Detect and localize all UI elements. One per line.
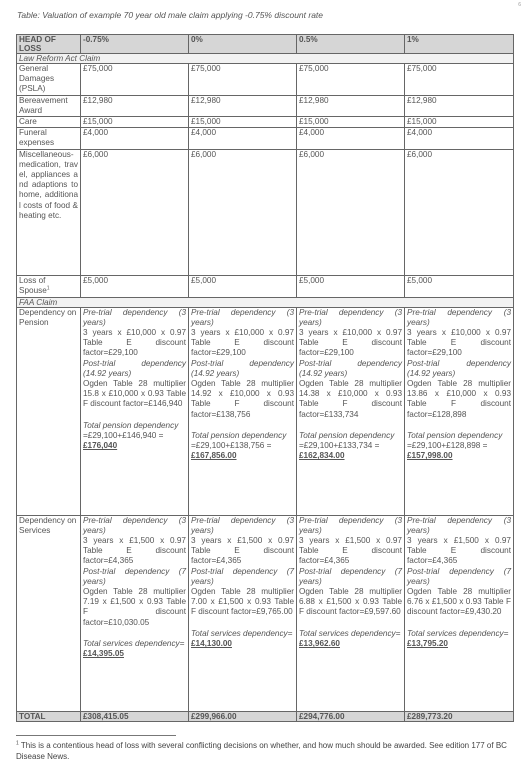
header-rate-0: 0%: [189, 35, 297, 54]
total-value: £157,998.00: [407, 451, 453, 461]
total-cell: £299,966.00: [189, 711, 297, 721]
footnote-number: 1: [16, 740, 19, 747]
cell-value: £75,000: [297, 64, 405, 96]
cell-value: £4,000: [297, 128, 405, 149]
cell-value: £4,000: [405, 128, 514, 149]
total-calc: =£29,100+£128,898 =: [407, 441, 488, 451]
pre-trial-heading: Pre-trial dependency (3 years): [83, 515, 186, 535]
cell-value: £12,980: [81, 95, 189, 116]
post-trial-calc: Ogden Table 28 multiplier 15.8 x £10,000 x 0.93 Table F discount factor=£146,940: [83, 379, 186, 409]
pension-cell: [297, 307, 405, 515]
total-cell: £294,776.00: [297, 711, 405, 721]
cell-value: £15,000: [189, 117, 297, 128]
pre-trial-calc: 3 years x £10,000 x 0.97 Table E discount factor=£29,100: [191, 328, 294, 358]
post-trial-heading: Post-trial dependency (7 years): [191, 566, 294, 586]
section-row: [17, 54, 514, 64]
pre-trial-heading: Pre-trial dependency (3 years): [83, 307, 186, 327]
pre-trial-calc: 3 years x £10,000 x 0.97 Table E discount factor=£29,100: [299, 328, 402, 358]
services-row: [17, 515, 514, 711]
post-trial-heading: Post-trial dependency (7 years): [299, 566, 402, 586]
spacer: [407, 420, 511, 431]
pre-trial-calc: 3 years x £10,000 x 0.97 Table E discount factor=£29,100: [83, 328, 186, 358]
row-label: General Damages (PSLA): [17, 64, 81, 96]
total-row: [17, 711, 514, 721]
row-label: Dependency on Services: [17, 515, 81, 711]
table-row: [17, 149, 514, 275]
pre-trial-calc: 3 years x £1,500 x 0.97 Table E discount factor=£4,365: [191, 536, 294, 566]
valuation-table: [16, 34, 514, 722]
footnote-separator: [16, 735, 176, 736]
post-trial-heading: Post-trial dependency (14.92 years): [83, 358, 186, 378]
cell-value: £15,000: [405, 117, 514, 128]
post-trial-heading: Post-trial dependency (14.92 years): [191, 358, 294, 378]
total-heading: Total services dependency=: [191, 628, 293, 638]
cell-value: £75,000: [81, 64, 189, 96]
spacer: [191, 618, 294, 629]
pre-trial-calc: 3 years x £1,500 x 0.97 Table E discount factor=£4,365: [407, 536, 511, 566]
total-value: £162,834.00: [299, 451, 345, 461]
post-trial-heading: Post-trial dependency (14.92 years): [299, 358, 402, 378]
cell-value: £12,980: [297, 95, 405, 116]
table-caption: Table: Valuation of example 70 year old male claim applying -0.75% discount rate: [17, 10, 324, 20]
pre-trial-heading: Pre-trial dependency (3 years): [407, 307, 511, 327]
cell-value: £75,000: [189, 64, 297, 96]
services-cell: [405, 515, 514, 711]
total-value: £13,962.60: [299, 638, 340, 648]
post-trial-calc: Ogden Table 28 multiplier 14.92 x £10,000 x 0.93 Table F discount factor=£138,756: [191, 379, 294, 419]
pre-trial-heading: Pre-trial dependency (3 years): [407, 515, 511, 535]
table-row: [17, 128, 514, 149]
section-faa: FAA Claim: [17, 297, 514, 307]
post-trial-calc: Ogden Table 28 multiplier 7.19 x £1,500 x 0.93 Table F discount factor=£10,030.05: [83, 587, 186, 627]
services-cell: [81, 515, 189, 711]
row-label: Funeral expenses: [17, 128, 81, 149]
cell-value: £5,000: [81, 275, 189, 297]
total-calc: =£29,100+£133,734 =: [299, 441, 380, 451]
total-calc: =£29,100+£138,756 =: [191, 441, 272, 451]
row-label: Care: [17, 117, 81, 128]
cell-value: £12,980: [405, 95, 514, 116]
cell-value: £5,000: [189, 275, 297, 297]
services-cell: [189, 515, 297, 711]
loss-of-spouse-label: Loss of Spouse: [19, 275, 47, 295]
post-trial-calc: Ogden Table 28 multiplier 6.88 x £1,500 x 0.93 Table F discount factor=£9,597.60: [299, 587, 402, 617]
total-heading: Total services dependency=: [299, 628, 401, 638]
footnote-marker: 1: [46, 285, 50, 292]
cell-value: £6,000: [297, 149, 405, 275]
footnote: [16, 740, 511, 762]
section-law-reform: Law Reform Act Claim: [17, 54, 514, 64]
table-row: [17, 95, 514, 116]
post-trial-heading: Post-trial dependency (14.92 years): [407, 358, 511, 378]
spacer: [299, 420, 402, 431]
cell-value: £5,000: [405, 275, 514, 297]
section-row: [17, 297, 514, 307]
row-label: Dependency on Pension: [17, 307, 81, 515]
spacer: [407, 618, 511, 629]
total-cell: £308,415.05: [81, 711, 189, 721]
total-calc: =£29,100+£146,940 =: [83, 430, 164, 440]
services-cell: [297, 515, 405, 711]
row-label: Miscellaneous-medication, travel, appliances and adaptions to home, additional costs of food & heating etc.: [17, 149, 81, 275]
header-rate-1: 1%: [405, 35, 514, 54]
cell-value: £15,000: [297, 117, 405, 128]
pre-trial-heading: Pre-trial dependency (3 years): [299, 515, 402, 535]
spacer: [299, 618, 402, 629]
post-trial-calc: Ogden Table 28 multiplier 13.86 x £10,000 x 0.93 Table F discount factor=£128,898: [407, 379, 511, 419]
pension-row: [17, 307, 514, 515]
spacer: [191, 420, 294, 431]
cell-value: £15,000: [81, 117, 189, 128]
total-cell: £289,773.20: [405, 711, 514, 721]
total-heading: Total pension dependency: [407, 430, 503, 440]
pre-trial-heading: Pre-trial dependency (3 years): [299, 307, 402, 327]
post-trial-calc: Ogden Table 28 multiplier 7.00 x £1,500 x 0.93 Table F discount factor=£9,765.00: [191, 587, 294, 617]
total-heading: Total services dependency=: [83, 638, 185, 648]
pre-trial-heading: Pre-trial dependency (3 years): [191, 307, 294, 327]
total-value: £176,040: [83, 441, 118, 451]
cell-value: £4,000: [81, 128, 189, 149]
spacer: [83, 628, 186, 639]
cell-value: £6,000: [81, 149, 189, 275]
post-trial-calc: Ogden Table 28 multiplier 6.76 x £1,500 x 0.93 Table F discount factor=£9,430.20: [407, 587, 511, 617]
row-label: Bereavement Award: [17, 95, 81, 116]
footnote-text: This is a contentious head of loss with several conflicting decisions on whether, and how much should be awarded. See edition 177 of BC Disease News.: [16, 741, 507, 761]
cell-value: £75,000: [405, 64, 514, 96]
total-value: £14,130.00: [191, 638, 232, 648]
cell-value: £5,000: [297, 275, 405, 297]
header-head-of-loss: HEAD OF LOSS: [17, 35, 81, 54]
total-heading: Total pension dependency: [299, 430, 395, 440]
pension-cell: [81, 307, 189, 515]
pre-trial-calc: 3 years x £10,000 x 0.97 Table E discount factor=£29,100: [407, 328, 511, 358]
total-heading: Total services dependency=: [407, 628, 509, 638]
row-label: [17, 275, 81, 297]
total-value: £167,856.00: [191, 451, 237, 461]
header-row: [17, 35, 514, 54]
table-row: [17, 117, 514, 128]
table-row: [17, 275, 514, 297]
pension-cell: [405, 307, 514, 515]
total-value: £13,795.20: [407, 638, 448, 648]
pension-cell: [189, 307, 297, 515]
post-trial-calc: Ogden Table 28 multiplier 14.38 x £10,000 x 0.93 Table F discount factor=£133,734: [299, 379, 402, 419]
total-heading: Total pension dependency: [83, 420, 179, 430]
post-trial-heading: Post-trial dependency (7 years): [83, 566, 186, 586]
pre-trial-heading: Pre-trial dependency (3 years): [191, 515, 294, 535]
total-label: TOTAL: [17, 711, 81, 721]
total-value: £14,395.05: [83, 649, 124, 659]
header-rate-05: 0.5%: [297, 35, 405, 54]
spacer: [83, 410, 186, 421]
cell-value: £6,000: [189, 149, 297, 275]
pre-trial-calc: 3 years x £1,500 x 0.97 Table E discount factor=£4,365: [83, 536, 186, 566]
post-trial-heading: Post-trial dependency (7 years): [407, 566, 511, 586]
cell-value: £6,000: [405, 149, 514, 275]
header-rate-minus-075: -0.75%: [81, 35, 189, 54]
cell-value: £12,980: [189, 95, 297, 116]
cell-value: £4,000: [189, 128, 297, 149]
page-number: 6: [518, 2, 521, 8]
pre-trial-calc: 3 years x £1,500 x 0.97 Table E discount factor=£4,365: [299, 536, 402, 566]
table-row: [17, 64, 514, 96]
total-heading: Total pension dependency: [191, 430, 287, 440]
